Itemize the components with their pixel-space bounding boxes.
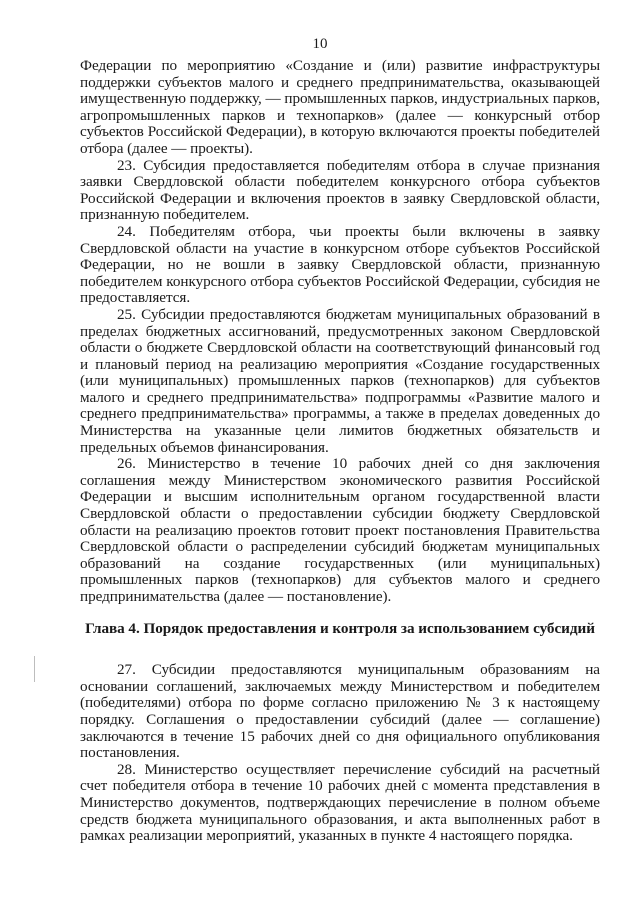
- page-number: 10: [312, 36, 328, 52]
- margin-mark: [34, 656, 35, 682]
- paragraph-23: 23. Субсидия предоставляется победителям отбора в случае признания заявки Свердловской области победителем конкурсного отбора субъектов Российской Федерации и включения проектов в заявку Свердловской области, признанную победителем.: [80, 156, 600, 224]
- paragraph-26: 26. Министерство в течение 10 рабочих дней со дня заключения соглашения между Министерством экономического развития Российской Федерации и высшим исполнительным органом государственной власти Свердловской области о предоставлении субсидии бюджету Свердловской области на реализацию проектов готовит проект постановления Правительства Свердловской области о распределении субсидий бюджетам муниципальных образований на создание государственных (или муниципальных) промышленных парков (технопарков) для субъектов малого и среднего предпринимательства (далее — постановление).: [80, 455, 600, 605]
- paragraph-25: 25. Субсидии предоставляются бюджетам муниципальных образований в пределах бюджетных ассигнований, предусмотренных законом Свердловской области о бюджете Свердловской области на соответствующий финансовый год и плановый период на реализацию мероприятия «Создание государственных (или муниципальных) промышленных парков (технопарков) для субъектов малого и среднего предпринимательства» подпрограммы «Развитие малого и среднего предпринимательства» программы, а также в пределах доведенных до Министерства на указанные цели лимитов бюджетных обязательств и предельных объемов финансирования.: [80, 305, 600, 456]
- paragraph-27: 27. Субсидии предоставляются муниципальным образованиям на основании соглашений, заключаемых между Министерством и победителем (победителями) отбора по форме согласно приложению № 3 к настоящему порядку. Соглашения о предоставлении субсидий (далее — соглашение) заключаются в течение 15 рабочих дней со дня официального опубликования постановления.: [80, 661, 600, 762]
- chapter-title: Глава 4. Порядок предоставления и контроля за использованием субсидий: [85, 619, 595, 637]
- paragraph-28: 28. Министерство осуществляет перечисление субсидий на расчетный счет победителя отбора в течение 10 рабочих дней с момента представления в Министерство документов, подтверждающих перечисление в полном объеме средств бюджета муниципального образования, и акта выполненных работ в рамках реализации мероприятий, указанных в пункте 4 настоящего порядка.: [80, 760, 600, 845]
- paragraph-24: 24. Победителям отбора, чьи проекты были включены в заявку Свердловской области на участие в конкурсном отборе субъектов Российской Федерации, но не вошли в заявку Свердловской области, признанную победителем конкурсного отбора субъектов Российской Федерации, субсидия не предоставляется.: [80, 222, 600, 307]
- paragraph-continuation: Федерации по мероприятию «Создание и (или) развитие инфраструктуры поддержки субъектов малого и среднего предпринимательства, оказывающей имущественную поддержку, — промышленных парков, индустриальных парков, агропромышленных парков и технопарков» (далее — конкурсный отбор субъектов Российской Федерации), в которую включаются проекты победителей отбора (далее — проекты).: [80, 57, 600, 157]
- document-body: [80, 58, 600, 845]
